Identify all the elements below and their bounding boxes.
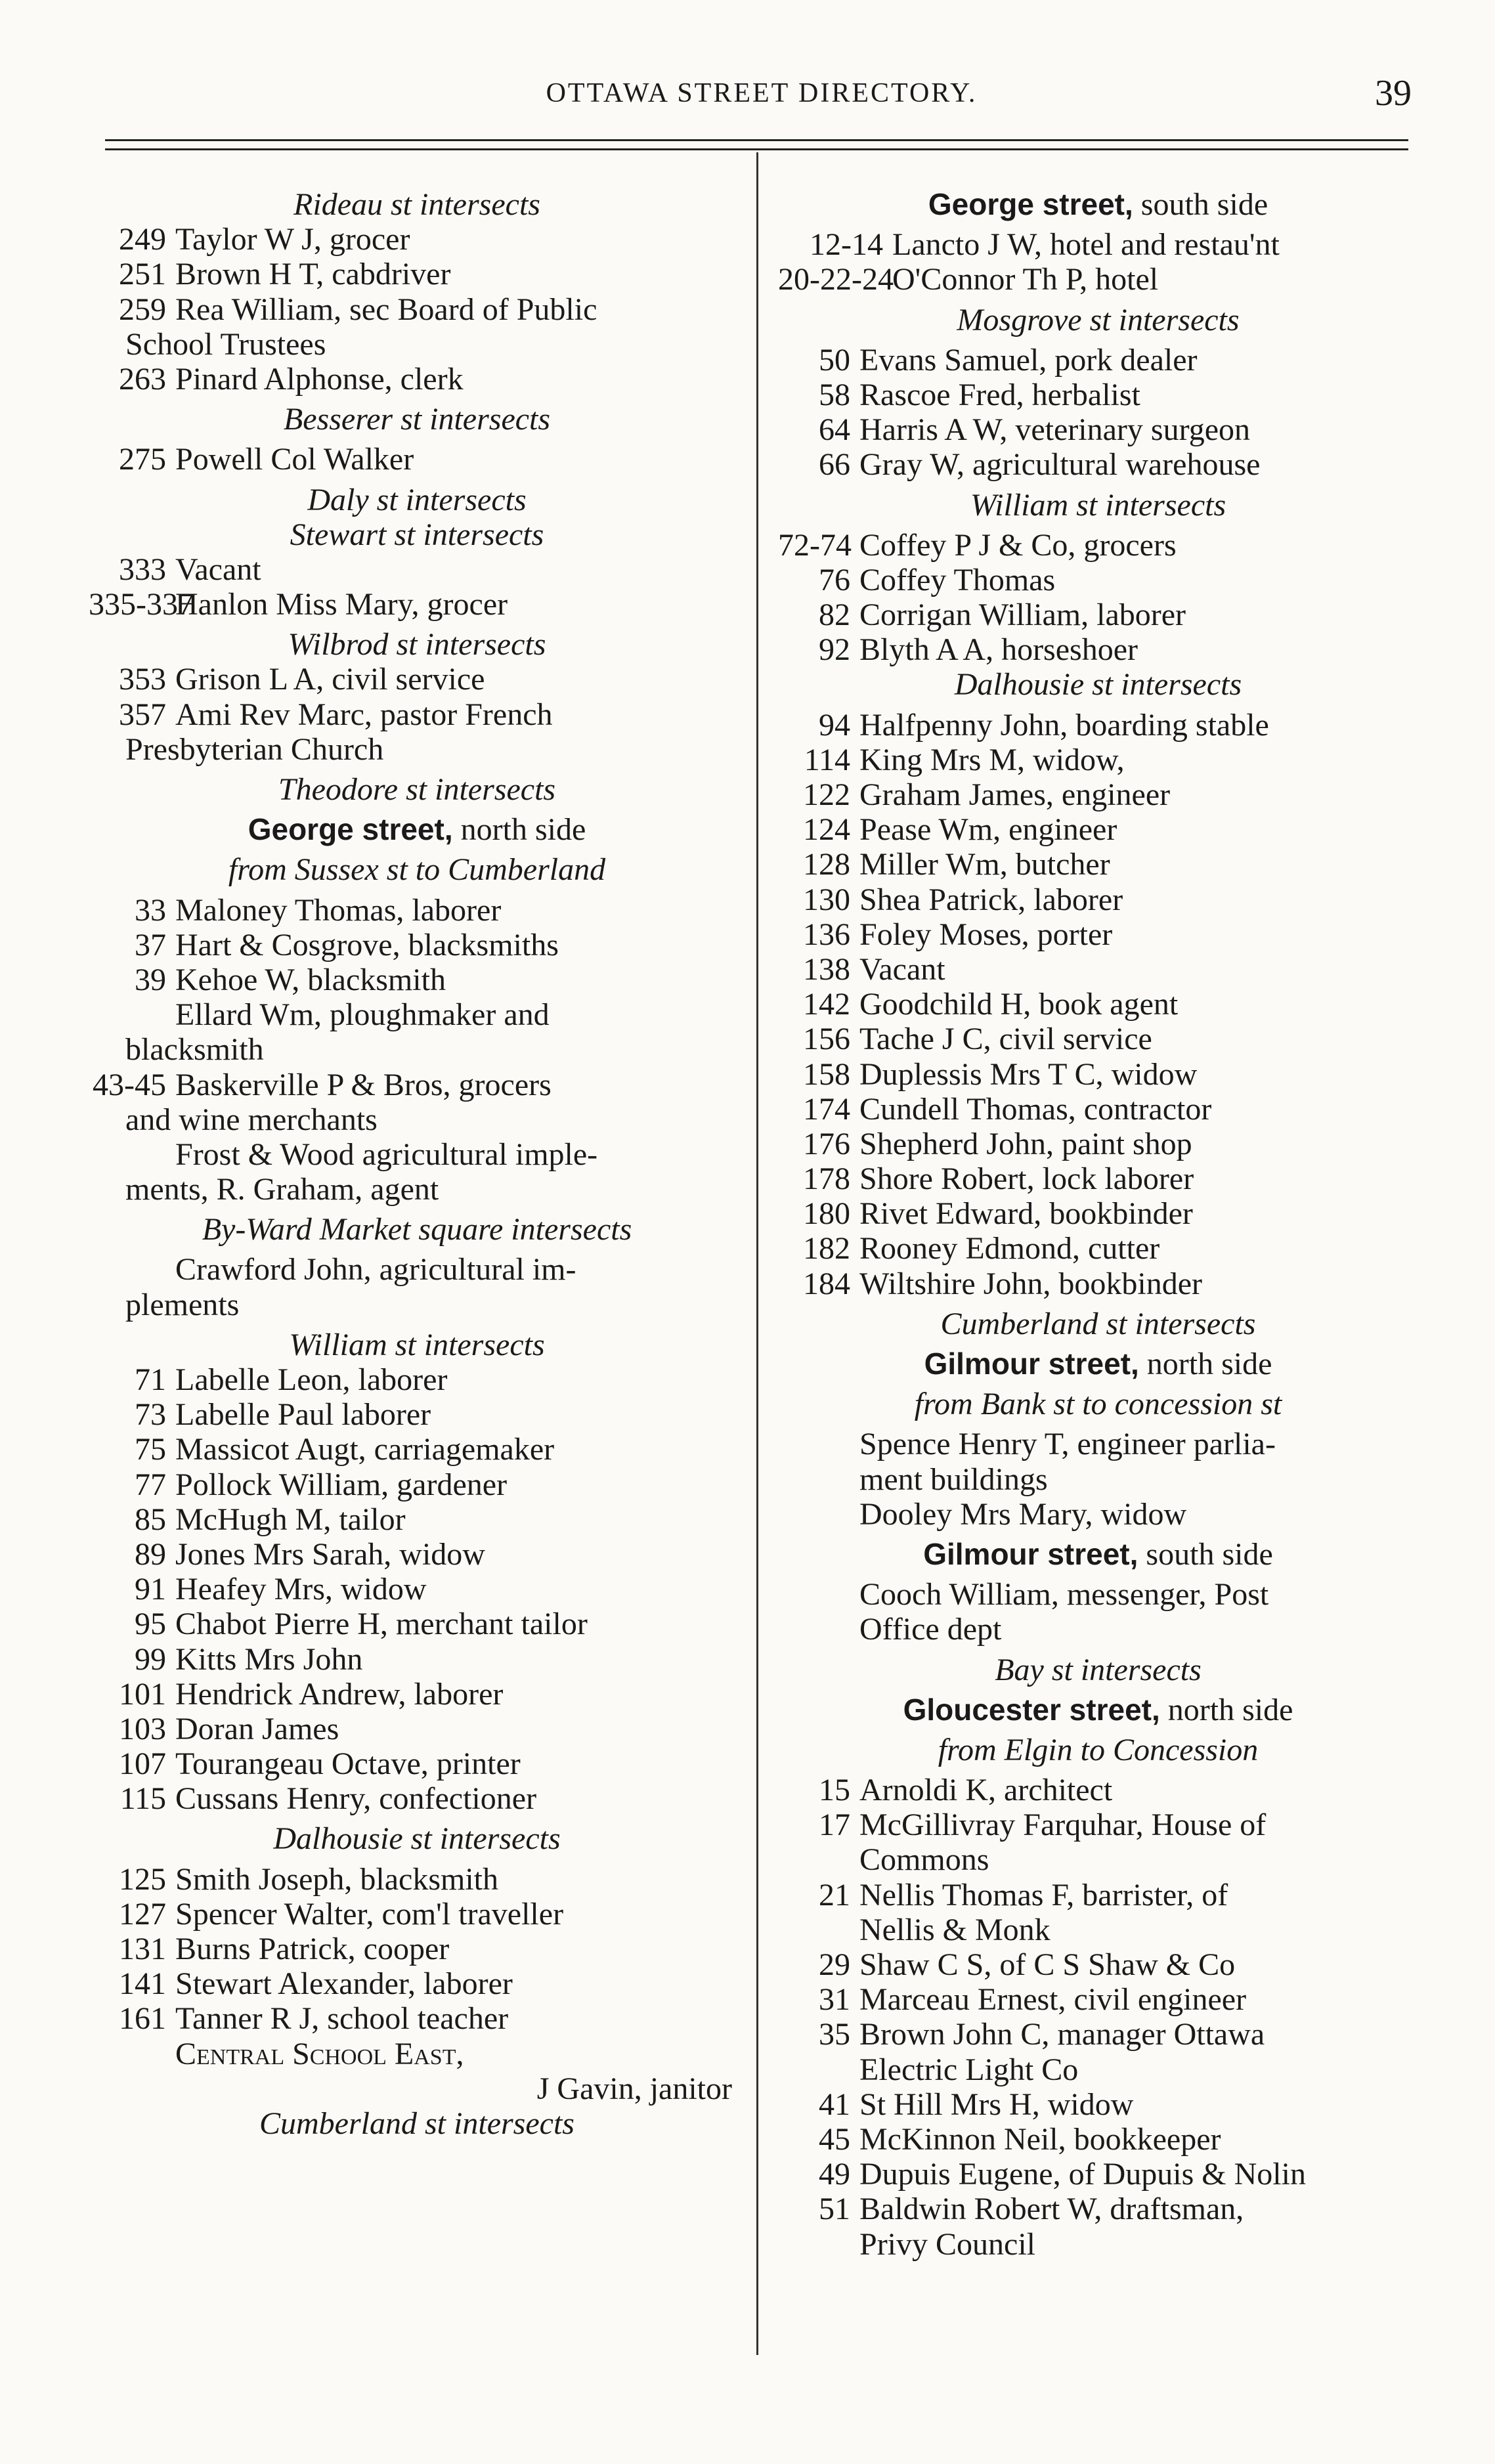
directory-entry — [778, 743, 1418, 777]
street-range: from Bank st to concession st — [914, 1387, 1282, 1422]
directory-entry — [778, 917, 1418, 952]
directory-entry — [89, 222, 745, 257]
house-number: 127 — [119, 1896, 166, 1932]
entry-text: Rivet Edward, bookbinder — [859, 1196, 1193, 1232]
entry-text: Wiltshire John, bookbinder — [859, 1266, 1202, 1301]
right-column — [778, 187, 1418, 2262]
house-number: 335-337 — [89, 587, 194, 622]
directory-entry — [778, 262, 1418, 297]
directory-entry — [778, 1497, 1418, 1532]
directory-entry — [778, 378, 1418, 412]
house-number: 357 — [119, 697, 166, 732]
house-number: 95 — [135, 1607, 166, 1642]
entry-text: Cundell Thomas, contractor — [859, 1091, 1212, 1127]
page-header — [105, 73, 1418, 117]
house-number: 142 — [803, 987, 850, 1022]
house-number: 184 — [803, 1266, 850, 1301]
house-number: 31 — [819, 1982, 850, 2018]
directory-entry — [89, 1746, 745, 1781]
directory-entry — [89, 962, 745, 997]
entry-continuation: Commons — [859, 1842, 989, 1878]
entry-text: Smith Joseph, blacksmith — [175, 1861, 498, 1897]
entry-text: Rooney Edmond, cutter — [859, 1231, 1160, 1266]
entry-text: Rea William, sec Board of Public — [175, 292, 597, 327]
entry-text: Cussans Henry, confectioner — [175, 1781, 537, 1817]
directory-entry — [89, 1432, 745, 1467]
entry-continuation: Privy Council — [859, 2226, 1036, 2262]
directory-entry — [89, 1362, 745, 1397]
entry-continuation: Office dept — [859, 1612, 1002, 1647]
house-number: 89 — [135, 1536, 166, 1572]
directory-entry — [89, 1252, 745, 1287]
house-number: 85 — [135, 1502, 166, 1537]
directory-entry — [778, 632, 1418, 667]
house-number: 249 — [119, 222, 166, 257]
directory-entry — [89, 1932, 745, 1966]
entry-text: Marceau Ernest, civil engineer — [859, 1982, 1247, 2018]
entry-text: Taylor W J, grocer — [175, 222, 410, 257]
directory-entry — [778, 777, 1418, 812]
entry-text: Duplessis Mrs T C, widow — [859, 1056, 1198, 1092]
column-divider — [756, 152, 758, 2355]
house-number: 275 — [119, 442, 166, 477]
house-number: 50 — [819, 342, 850, 378]
house-number: 15 — [819, 1773, 850, 1808]
entry-text: Miller Wm, butcher — [859, 847, 1110, 882]
house-number: 125 — [119, 1861, 166, 1897]
directory-entry — [778, 1982, 1418, 2017]
directory-entry — [778, 447, 1418, 482]
directory-entry — [778, 563, 1418, 597]
entry-text: Frost & Wood agricultural imple- — [175, 1136, 598, 1172]
entry-text: Rascoe Fred, herbalist — [859, 377, 1140, 412]
directory-entry — [89, 1068, 745, 1102]
house-number: 115 — [119, 1781, 166, 1817]
directory-entry — [778, 708, 1418, 743]
house-number: 333 — [119, 551, 166, 587]
directory-entry — [89, 1966, 745, 2001]
directory-entry — [778, 1231, 1418, 1266]
entry-text: Brown John C, manager Ottawa — [859, 2017, 1265, 2052]
entry-text: Grison L A, civil service — [175, 662, 485, 697]
directory-entry — [89, 292, 745, 327]
intersection-heading: Bay st intersects — [995, 1652, 1202, 1687]
directory-entry — [778, 1022, 1418, 1056]
entry-text: Kehoe W, blacksmith — [175, 962, 446, 997]
entry-text: Shepherd John, paint shop — [859, 1126, 1192, 1161]
directory-entry — [89, 1712, 745, 1746]
directory-entry — [89, 1537, 745, 1572]
house-number: 91 — [135, 1572, 166, 1607]
left-column — [89, 187, 745, 2141]
intersection-heading: Stewart st intersects — [290, 517, 544, 552]
entry-continuation: School Trustees — [125, 326, 326, 362]
directory-entry — [89, 1467, 745, 1502]
entry-text: Foley Moses, porter — [859, 917, 1113, 952]
house-number: 178 — [803, 1161, 850, 1197]
entry-text: Shea Patrick, laborer — [859, 882, 1123, 917]
entry-text: Graham James, engineer — [859, 777, 1171, 812]
entry-text: Spence Henry T, engineer parlia- — [859, 1427, 1276, 1462]
directory-entry — [89, 1642, 745, 1677]
directory-title: OTTAWA STREET DIRECTORY. — [546, 78, 978, 108]
house-number: 39 — [135, 962, 166, 997]
entry-text: Lancto J W, hotel and restau'nt — [892, 227, 1280, 263]
directory-entry — [89, 1502, 745, 1537]
directory-entry — [778, 1427, 1418, 1461]
entry-text: Hart & Cosgrove, blacksmiths — [175, 927, 559, 962]
intersection-heading: Dalhousie st intersects — [273, 1821, 561, 1857]
house-number: 77 — [135, 1467, 166, 1502]
house-number: 92 — [819, 632, 850, 668]
entry-text: Vacant — [175, 551, 261, 587]
entry-text: Spencer Walter, com'l traveller — [175, 1896, 564, 1932]
entry-text: Dooley Mrs Mary, widow — [859, 1496, 1187, 1532]
house-number: 101 — [119, 1676, 166, 1712]
entry-continuation: ment buildings — [859, 1461, 1048, 1497]
directory-entry — [778, 1577, 1418, 1612]
house-number: 103 — [119, 1711, 166, 1746]
entry-text: Goodchild H, book agent — [859, 987, 1179, 1022]
directory-entry — [89, 2001, 745, 2036]
intersection-heading: Rideau st intersects — [293, 187, 540, 222]
street-name: Gilmour street, — [923, 1536, 1138, 1571]
house-number: 71 — [135, 1362, 166, 1397]
directory-entry — [89, 1897, 745, 1932]
house-number: 37 — [135, 927, 166, 962]
intersection-heading: Mosgrove st intersects — [957, 302, 1240, 337]
directory-entry — [778, 1878, 1418, 1913]
street-side: north side — [460, 812, 586, 848]
street-range: from Elgin to Concession — [938, 1732, 1259, 1767]
intersection-heading: Besserer st intersects — [283, 402, 551, 437]
house-number: 17 — [819, 1807, 850, 1843]
intersection-heading: William st intersects — [289, 1327, 545, 1362]
house-number: 66 — [819, 447, 850, 483]
house-number: 41 — [819, 2086, 850, 2122]
house-number: 33 — [135, 892, 166, 928]
directory-entry — [778, 412, 1418, 447]
directory-entry — [89, 1137, 745, 1172]
directory-entry — [778, 1057, 1418, 1092]
directory-entry — [778, 528, 1418, 563]
directory-entry — [778, 1196, 1418, 1231]
house-number: 94 — [819, 707, 850, 743]
entry-text: Arnoldi K, architect — [859, 1773, 1113, 1808]
entry-text: Kitts Mrs John — [175, 1641, 363, 1677]
house-number: 82 — [819, 597, 850, 633]
house-number: 58 — [819, 377, 850, 412]
house-number: 107 — [119, 1746, 166, 1782]
entry-text: Coffey Thomas — [859, 562, 1056, 597]
directory-entry — [778, 882, 1418, 917]
directory-entry — [778, 1092, 1418, 1127]
house-number: 29 — [819, 1947, 850, 1982]
entry-text: Jones Mrs Sarah, widow — [175, 1536, 485, 1572]
house-number: 174 — [803, 1091, 850, 1127]
house-number: 51 — [819, 2192, 850, 2227]
street-heading — [778, 1347, 1418, 1381]
directory-entry — [89, 552, 745, 587]
house-number: 128 — [803, 847, 850, 882]
directory-entry — [89, 997, 745, 1032]
house-number: 12-14 — [810, 227, 883, 263]
entry-continuation: Presbyterian Church — [125, 731, 384, 767]
school-entry — [89, 2037, 745, 2071]
street-heading — [778, 1537, 1418, 1572]
entry-text: Labelle Paul laborer — [175, 1397, 431, 1433]
house-number: 353 — [119, 662, 166, 697]
street-heading — [778, 187, 1418, 222]
entry-text: O'Connor Th P, hotel — [892, 262, 1159, 297]
entry-continuation: ments, R. Graham, agent — [125, 1172, 439, 1207]
directory-entry — [778, 1161, 1418, 1196]
directory-entry — [778, 952, 1418, 987]
entry-text: Pinard Alphonse, clerk — [175, 361, 464, 397]
directory-entry — [778, 812, 1418, 847]
entry-text: Baskerville P & Bros, grocers — [175, 1067, 552, 1102]
directory-entry — [89, 697, 745, 732]
entry-text: Harris A W, veterinary surgeon — [859, 412, 1251, 448]
entry-text: Coffey P J & Co, grocers — [859, 527, 1177, 563]
street-name: Gloucester street, — [903, 1692, 1160, 1727]
intersection-heading: Cumberland st intersects — [940, 1306, 1256, 1341]
house-number: 21 — [819, 1877, 850, 1913]
intersection-heading: Cumberland st intersects — [259, 2106, 574, 2141]
directory-entry — [89, 1677, 745, 1712]
directory-entry — [778, 2157, 1418, 2192]
entry-text: Tache J C, civil service — [859, 1022, 1152, 1057]
directory-entry — [89, 928, 745, 962]
entry-text: Tourangeau Octave, printer — [175, 1746, 521, 1782]
entry-text: Blyth A A, horseshoer — [859, 632, 1138, 668]
house-number: 161 — [119, 2001, 166, 2037]
entry-text: Hanlon Miss Mary, grocer — [175, 587, 508, 622]
house-number: 49 — [819, 2157, 850, 2192]
entry-text: Ami Rev Marc, pastor French — [175, 697, 553, 732]
entry-continuation: blacksmith — [125, 1032, 264, 1068]
street-heading — [89, 812, 745, 847]
school-name: Central School East, — [175, 2036, 464, 2071]
entry-text: Baldwin Robert W, draftsman, — [859, 2192, 1244, 2227]
street-name: Gilmour street, — [924, 1347, 1139, 1381]
house-number: 259 — [119, 292, 166, 327]
directory-entry — [89, 662, 745, 697]
street-heading — [778, 1693, 1418, 1727]
entry-text: Halfpenny John, boarding stable — [859, 707, 1269, 743]
directory-entry — [778, 987, 1418, 1022]
street-side: north side — [1167, 1692, 1293, 1727]
entry-text: Vacant — [859, 951, 945, 987]
directory-entry — [778, 2017, 1418, 2052]
directory-entry — [89, 587, 745, 622]
directory-entry — [778, 597, 1418, 632]
directory-entry — [778, 2087, 1418, 2122]
directory-entry — [778, 1807, 1418, 1842]
entry-text: Corrigan William, laborer — [859, 597, 1186, 633]
intersection-heading: William st intersects — [970, 487, 1226, 523]
intersection-heading: By-Ward Market square intersects — [202, 1212, 632, 1247]
entry-text: Powell Col Walker — [175, 442, 414, 477]
entry-text: Maloney Thomas, laborer — [175, 892, 502, 928]
entry-text: Tanner R J, school teacher — [175, 2001, 509, 2037]
house-number: 73 — [135, 1397, 166, 1433]
directory-entry — [778, 847, 1418, 882]
directory-entry — [778, 227, 1418, 262]
entry-text: Chabot Pierre H, merchant tailor — [175, 1607, 588, 1642]
entry-text: Brown H T, cabdriver — [175, 257, 451, 292]
header-rule — [105, 139, 1408, 141]
entry-text: Massicot Augt, carriagemaker — [175, 1432, 555, 1467]
directory-entry — [89, 257, 745, 292]
directory-entry — [778, 2192, 1418, 2226]
header-rule — [105, 148, 1408, 150]
house-number: 99 — [135, 1641, 166, 1677]
house-number: 35 — [819, 2017, 850, 2052]
house-number: 20-22-24 — [778, 262, 894, 297]
house-number: 156 — [803, 1022, 850, 1057]
house-number: 136 — [803, 917, 850, 952]
directory-entry — [778, 1947, 1418, 1982]
entry-text: Doran James — [175, 1711, 339, 1746]
directory-entry — [89, 1397, 745, 1432]
entry-text: Pease Wm, engineer — [859, 812, 1117, 848]
street-range: from Sussex st to Cumberland — [228, 852, 606, 888]
street-side: north side — [1146, 1347, 1272, 1381]
house-number: 72-74 — [778, 527, 852, 563]
house-number: 251 — [119, 257, 166, 292]
house-number: 158 — [803, 1056, 850, 1092]
house-number: 180 — [803, 1196, 850, 1232]
entry-text: Ellard Wm, ploughmaker and — [175, 997, 550, 1033]
directory-entry — [778, 1773, 1418, 1807]
directory-entry — [89, 442, 745, 477]
entry-text: St Hill Mrs H, widow — [859, 2086, 1134, 2122]
entry-text: Stewart Alexander, laborer — [175, 1966, 513, 2002]
house-number: 64 — [819, 412, 850, 448]
house-number: 138 — [803, 951, 850, 987]
entry-text: Nellis Thomas F, barrister, of — [859, 1877, 1228, 1913]
street-name: George street, — [928, 187, 1133, 221]
house-number: 43-45 — [93, 1067, 166, 1102]
house-number: 122 — [803, 777, 850, 812]
entry-text: Labelle Leon, laborer — [175, 1362, 448, 1397]
entry-continuation: Nellis & Monk — [859, 1912, 1051, 1947]
directory-entry — [778, 2122, 1418, 2157]
directory-entry — [778, 1266, 1418, 1301]
entry-text: Crawford John, agricultural im- — [175, 1252, 576, 1287]
directory-entry — [89, 893, 745, 928]
house-number: 124 — [803, 812, 850, 848]
street-side: south side — [1146, 1536, 1273, 1572]
school-janitor: J Gavin, janitor — [536, 2071, 732, 2106]
entry-text: Shaw C S, of C S Shaw & Co — [859, 1947, 1236, 1982]
house-number: 263 — [119, 361, 166, 397]
entry-text: King Mrs M, widow, — [859, 742, 1125, 777]
page-number: 39 — [1375, 73, 1412, 114]
house-number: 130 — [803, 882, 850, 917]
house-number: 141 — [119, 1966, 166, 2002]
house-number: 114 — [804, 742, 850, 777]
street-side: south side — [1140, 187, 1268, 222]
entry-continuation: Electric Light Co — [859, 2052, 1079, 2087]
intersection-heading: Wilbrod st intersects — [288, 627, 546, 662]
directory-entry — [778, 1127, 1418, 1161]
house-number: 131 — [119, 1932, 166, 1966]
entry-text: Hendrick Andrew, laborer — [175, 1676, 504, 1712]
street-name: George street, — [248, 812, 453, 847]
entry-text: Gray W, agricultural warehouse — [859, 447, 1261, 483]
entry-text: Shore Robert, lock laborer — [859, 1161, 1194, 1197]
directory-entry — [89, 362, 745, 397]
house-number: 176 — [803, 1126, 850, 1161]
entry-text: Cooch William, messenger, Post — [859, 1577, 1269, 1612]
directory-entry — [89, 1781, 745, 1816]
intersection-heading: Daly st intersects — [307, 482, 527, 517]
entry-text: McGillivray Farquhar, House of — [859, 1807, 1267, 1843]
directory-entry — [89, 1607, 745, 1641]
house-number: 182 — [803, 1231, 850, 1266]
entry-continuation: plements — [125, 1287, 240, 1322]
directory-entry — [778, 343, 1418, 378]
intersection-heading: Theodore st intersects — [278, 772, 556, 807]
entry-text: Burns Patrick, cooper — [175, 1932, 450, 1966]
entry-text: McKinnon Neil, bookkeeper — [859, 2121, 1221, 2157]
house-number: 76 — [819, 562, 850, 597]
entry-text: Pollock William, gardener — [175, 1467, 508, 1502]
house-number: 75 — [135, 1432, 166, 1467]
house-number: 45 — [819, 2121, 850, 2157]
entry-text: Heafey Mrs, widow — [175, 1572, 427, 1607]
entry-continuation: and wine merchants — [125, 1102, 378, 1137]
intersection-heading: Dalhousie st intersects — [954, 667, 1242, 702]
entry-text: McHugh M, tailor — [175, 1502, 406, 1537]
entry-text: Dupuis Eugene, of Dupuis & Nolin — [859, 2157, 1306, 2192]
entry-text: Evans Samuel, pork dealer — [859, 342, 1198, 378]
directory-entry — [89, 1572, 745, 1607]
directory-entry — [89, 1862, 745, 1897]
